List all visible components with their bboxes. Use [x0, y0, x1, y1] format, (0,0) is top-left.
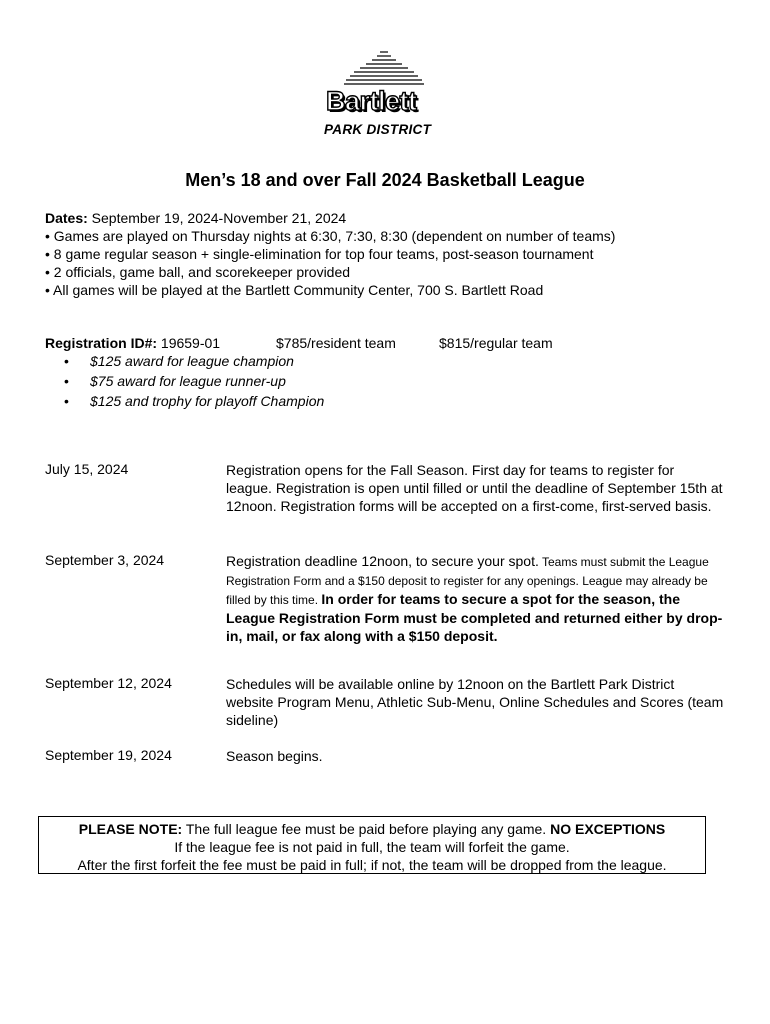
note-line-3: After the first forfeit the fee must be paid in full; if not, the team will be dropped from the league. [77, 857, 667, 873]
page-title: Men’s 18 and over Fall 2024 Basketball League [185, 170, 585, 190]
bartlett-park-district-logo [322, 48, 434, 142]
schedule-description: Season begins. [226, 748, 323, 764]
dates-bullet-4: • All games will be played at the Bartlett Community Center, 700 S. Bartlett Road [45, 282, 544, 298]
note-label: PLEASE NOTE: [78, 821, 183, 837]
dates-line [45, 209, 346, 227]
logo-stripes-graphic [322, 48, 434, 90]
schedule-description: Schedules will be available online by 12noon on the Bartlett Park District website Program Menu, Athletic Sub-Menu, Online Schedules and Scores (team sideline) [226, 676, 724, 728]
logo-wordmark: Bartlett [326, 86, 417, 116]
logo-subtitle: PARK DISTRICT [324, 122, 432, 137]
note-exceptions: NO EXCEPTIONS [550, 821, 666, 837]
note-line-1 [39, 820, 705, 838]
note-line-2: If the league fee is not paid in full, the team will forfeit the game. [174, 839, 570, 855]
schedule-date: September 3, 2024 [45, 552, 165, 568]
regular-fee: $815/regular team [439, 335, 553, 351]
award-item: • $125 and trophy for playoff Champion [64, 391, 324, 411]
deadline-lead-text: Registration deadline 12noon, to secure your spot. [226, 553, 539, 569]
note-text-1: The full league fee must be paid before playing any game. [182, 821, 551, 837]
dates-bullet-1: • Games are played on Thursday nights at 6:30, 7:30, 8:30 (dependent on number of teams) [45, 228, 616, 244]
schedule-date: July 15, 2024 [45, 461, 129, 477]
award-item: • $125 award for league champion [64, 351, 324, 371]
deadline-bold-text: In order for teams to secure a spot for the season, the League Registration Form must be completed and returned either by drop-in, mail, or fax along with a $150 deposit. [226, 591, 723, 644]
awards-list [64, 351, 324, 411]
dates-bullet-3: • 2 officials, game ball, and scorekeeper provided [45, 264, 351, 280]
registration-id-label: Registration ID#: [45, 335, 158, 351]
registration-id-value: 19659-01 [157, 335, 221, 351]
registration-id-line [45, 334, 220, 352]
dates-value: September 19, 2024-November 21, 2024 [87, 210, 347, 226]
dates-bullet-2: • 8 game regular season + single-elimination for top four teams, post-season tournament [45, 246, 594, 262]
schedule-date: September 19, 2024 [45, 747, 172, 763]
dates-label: Dates: [45, 210, 88, 226]
deadline-small-text: Teams must submit the League Registration Form and a $150 deposit to register for any openings. League may already be filled by this time. [226, 555, 709, 607]
schedule-date: September 12, 2024 [45, 675, 172, 691]
schedule-description [226, 552, 724, 645]
resident-fee: $785/resident team [276, 335, 396, 351]
please-note-box [38, 816, 706, 874]
award-item: • $75 award for league runner-up [64, 371, 324, 391]
schedule-description: Registration opens for the Fall Season. First day for teams to register for league. Registration is open until filled or until the deadline of September 15th at 12noon. Registration forms will be accepted on a first-come, first-served basis. [226, 462, 723, 514]
